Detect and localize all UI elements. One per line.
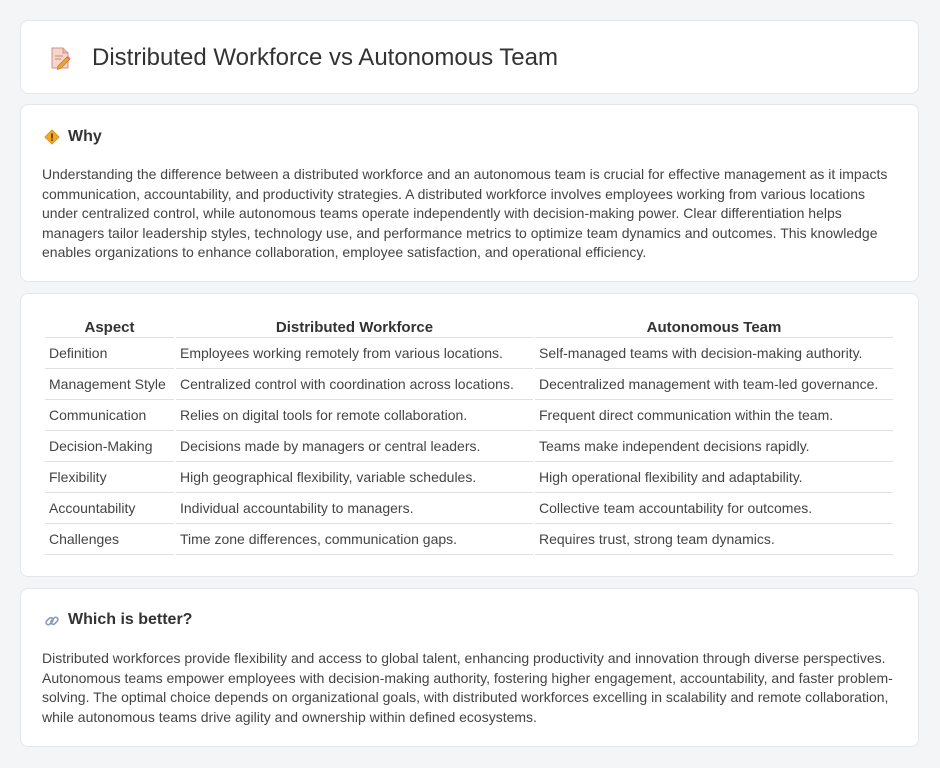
distributed-cell: Centralized control with coordination across locations.: [176, 369, 533, 400]
link-icon: [44, 613, 60, 629]
aspect-cell: Communication: [45, 400, 174, 431]
distributed-cell: Individual accountability to managers.: [176, 493, 533, 524]
aspect-cell: Flexibility: [45, 462, 174, 493]
table-row: [45, 338, 893, 369]
aspect-cell: Challenges: [45, 524, 174, 555]
autonomous-cell: Requires trust, strong team dynamics.: [535, 524, 893, 555]
table-header-row: [45, 318, 893, 338]
distributed-cell: High geographical flexibility, variable schedules.: [176, 462, 533, 493]
comparison-card: [20, 293, 919, 577]
header-aspect: Aspect: [45, 318, 174, 338]
document-pencil-icon: [49, 46, 71, 70]
autonomous-cell: Decentralized management with team-led governance.: [535, 369, 893, 400]
distributed-cell: Decisions made by managers or central leaders.: [176, 431, 533, 462]
table-row: [45, 524, 893, 555]
table-row: [45, 493, 893, 524]
why-text: Understanding the difference between a distributed workforce and an autonomous team is crucial for effective management as it impacts communication, accountability, and productivity strategies. A distributed workforce involves employees working from various locations under centralized control, while autonomous teams operate independently with decision-making power. Clear differentiation helps managers tailor leadership styles, technology use, and performance metrics to optimize team dynamics and outcomes. This knowledge enables organizations to enhance collaboration, employee satisfaction, and operational efficiency.: [42, 166, 888, 261]
autonomous-cell: Frequent direct communication within the team.: [535, 400, 893, 431]
autonomous-cell: Teams make independent decisions rapidly.: [535, 431, 893, 462]
distributed-cell: Relies on digital tools for remote collaboration.: [176, 400, 533, 431]
diamond-sign-icon: [44, 129, 60, 145]
distributed-cell: Time zone differences, communication gaps.: [176, 524, 533, 555]
table-row: [45, 400, 893, 431]
header-autonomous-team: Autonomous Team: [535, 318, 893, 338]
aspect-cell: Management Style: [45, 369, 174, 400]
header-distributed-workforce: Distributed Workforce: [176, 318, 533, 338]
header-card: [20, 20, 919, 94]
page-title: Distributed Workforce vs Autonomous Team: [92, 44, 558, 71]
comparison-table: [43, 318, 895, 555]
autonomous-cell: Self-managed teams with decision-making authority.: [535, 338, 893, 369]
aspect-cell: Definition: [45, 338, 174, 369]
aspect-cell: Accountability: [45, 493, 174, 524]
why-section: [20, 104, 919, 282]
distributed-cell: Employees working remotely from various locations.: [176, 338, 533, 369]
table-row: [45, 369, 893, 400]
which-is-better-section: [20, 588, 919, 747]
table-row: [45, 431, 893, 462]
better-text: Distributed workforces provide flexibility and access to global talent, enhancing productivity and innovation through diverse perspectives. Autonomous teams empower employees with decision-making authority, fostering higher engagement, accountability, and faster problem-solving. The optimal choice depends on organizational goals, with distributed workforces excelling in scalability and remote collaboration, while autonomous teams drive agility and ownership within defined ecosystems.: [42, 650, 893, 725]
autonomous-cell: High operational flexibility and adaptability.: [535, 462, 893, 493]
better-title: Which is better?: [68, 611, 193, 628]
why-title: Why: [68, 128, 102, 145]
aspect-cell: Decision-Making: [45, 431, 174, 462]
autonomous-cell: Collective team accountability for outcomes.: [535, 493, 893, 524]
table-row: [45, 462, 893, 493]
